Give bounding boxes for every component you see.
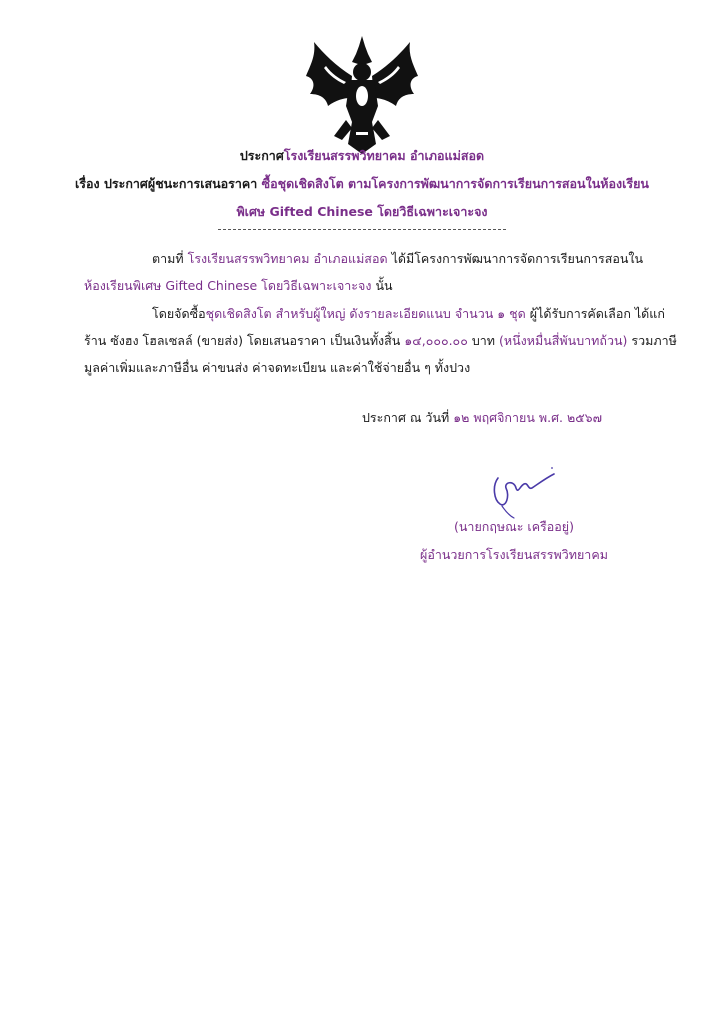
separator-line — [218, 229, 506, 230]
p2-currency: บาท — [471, 333, 496, 348]
subject-line — [0, 175, 724, 193]
p2-amount-words: (หนึ่งหมื่นสี่พันบาทถ้วน) — [499, 333, 628, 348]
announce-date-line — [362, 409, 602, 427]
subject-prefix: เรื่อง ประกาศผู้ชนะการเสนอราคา — [75, 176, 258, 191]
p1-text-a: ตามที่ — [152, 251, 184, 266]
p2-text-c: ผู้ได้รับการคัดเลือก ได้แก่ — [529, 306, 665, 321]
p1-text-e: นั้น — [375, 278, 393, 293]
handwritten-signature-icon — [484, 460, 566, 520]
p1-project-name: ห้องเรียนพิเศษ Gifted Chinese โดยวิธีเฉพาะเจาะจง — [84, 278, 372, 293]
signatory-position: ผู้อำนวยการโรงเรียนสรรพวิทยาคม — [420, 547, 608, 562]
paragraph-1-line-2 — [84, 277, 393, 295]
announce-date: ๑๒ พฤศจิกายน พ.ศ. ๒๕๖๗ — [453, 410, 602, 425]
announcement-heading — [0, 147, 724, 165]
garuda-emblem-icon — [306, 36, 418, 154]
heading-prefix: ประกาศ — [239, 148, 284, 163]
paragraph-2-line-1 — [152, 305, 665, 323]
p2-text-a: โดยจัดซื้อ — [152, 306, 206, 321]
p1-school-name: โรงเรียนสรรพวิทยาคม อำเภอแม่สอด — [187, 251, 388, 266]
p2-item-desc: ชุดเชิดสิงโต สำหรับผู้ใหญ่ ดังรายละเอียดแนบ จำนวน ๑ ชุด — [205, 306, 526, 321]
p2-text-h: รวมภาษี — [631, 333, 677, 348]
subject-text: ซื้อชุดเชิดสิงโต ตามโครงการพัฒนาการจัดการเรียนการสอนในห้องเรียน — [261, 176, 649, 191]
paragraph-1-line-1 — [152, 250, 643, 268]
p1-text-c: ได้มีโครงการพัฒนาการจัดการเรียนการสอนใน — [391, 251, 644, 266]
paragraph-2-line-2 — [84, 332, 677, 350]
paragraph-2-line-3: มูลค่าเพิ่มและภาษีอื่น ค่าขนส่ง ค่าจดทะเบียน และค่าใช้จ่ายอื่น ๆ ทั้งปวง — [84, 360, 471, 375]
p2-amount: ๑๔,๐๐๐.๐๐ — [404, 333, 468, 348]
signatory-name: (นายกฤษณะ เครืออยู่) — [454, 519, 574, 534]
school-name: โรงเรียนสรรพวิทยาคม อำเภอแม่สอด — [283, 148, 485, 163]
announce-label: ประกาศ ณ วันที่ — [362, 410, 450, 425]
p2-vendor-text: ร้าน ซังฮง โฮลเซลล์ (ขายส่ง) โดยเสนอราคา เป็นเงินทั้งสิ้น — [84, 333, 401, 348]
subject-line-2: พิเศษ Gifted Chinese โดยวิธีเฉพาะเจาะจง — [236, 204, 488, 219]
